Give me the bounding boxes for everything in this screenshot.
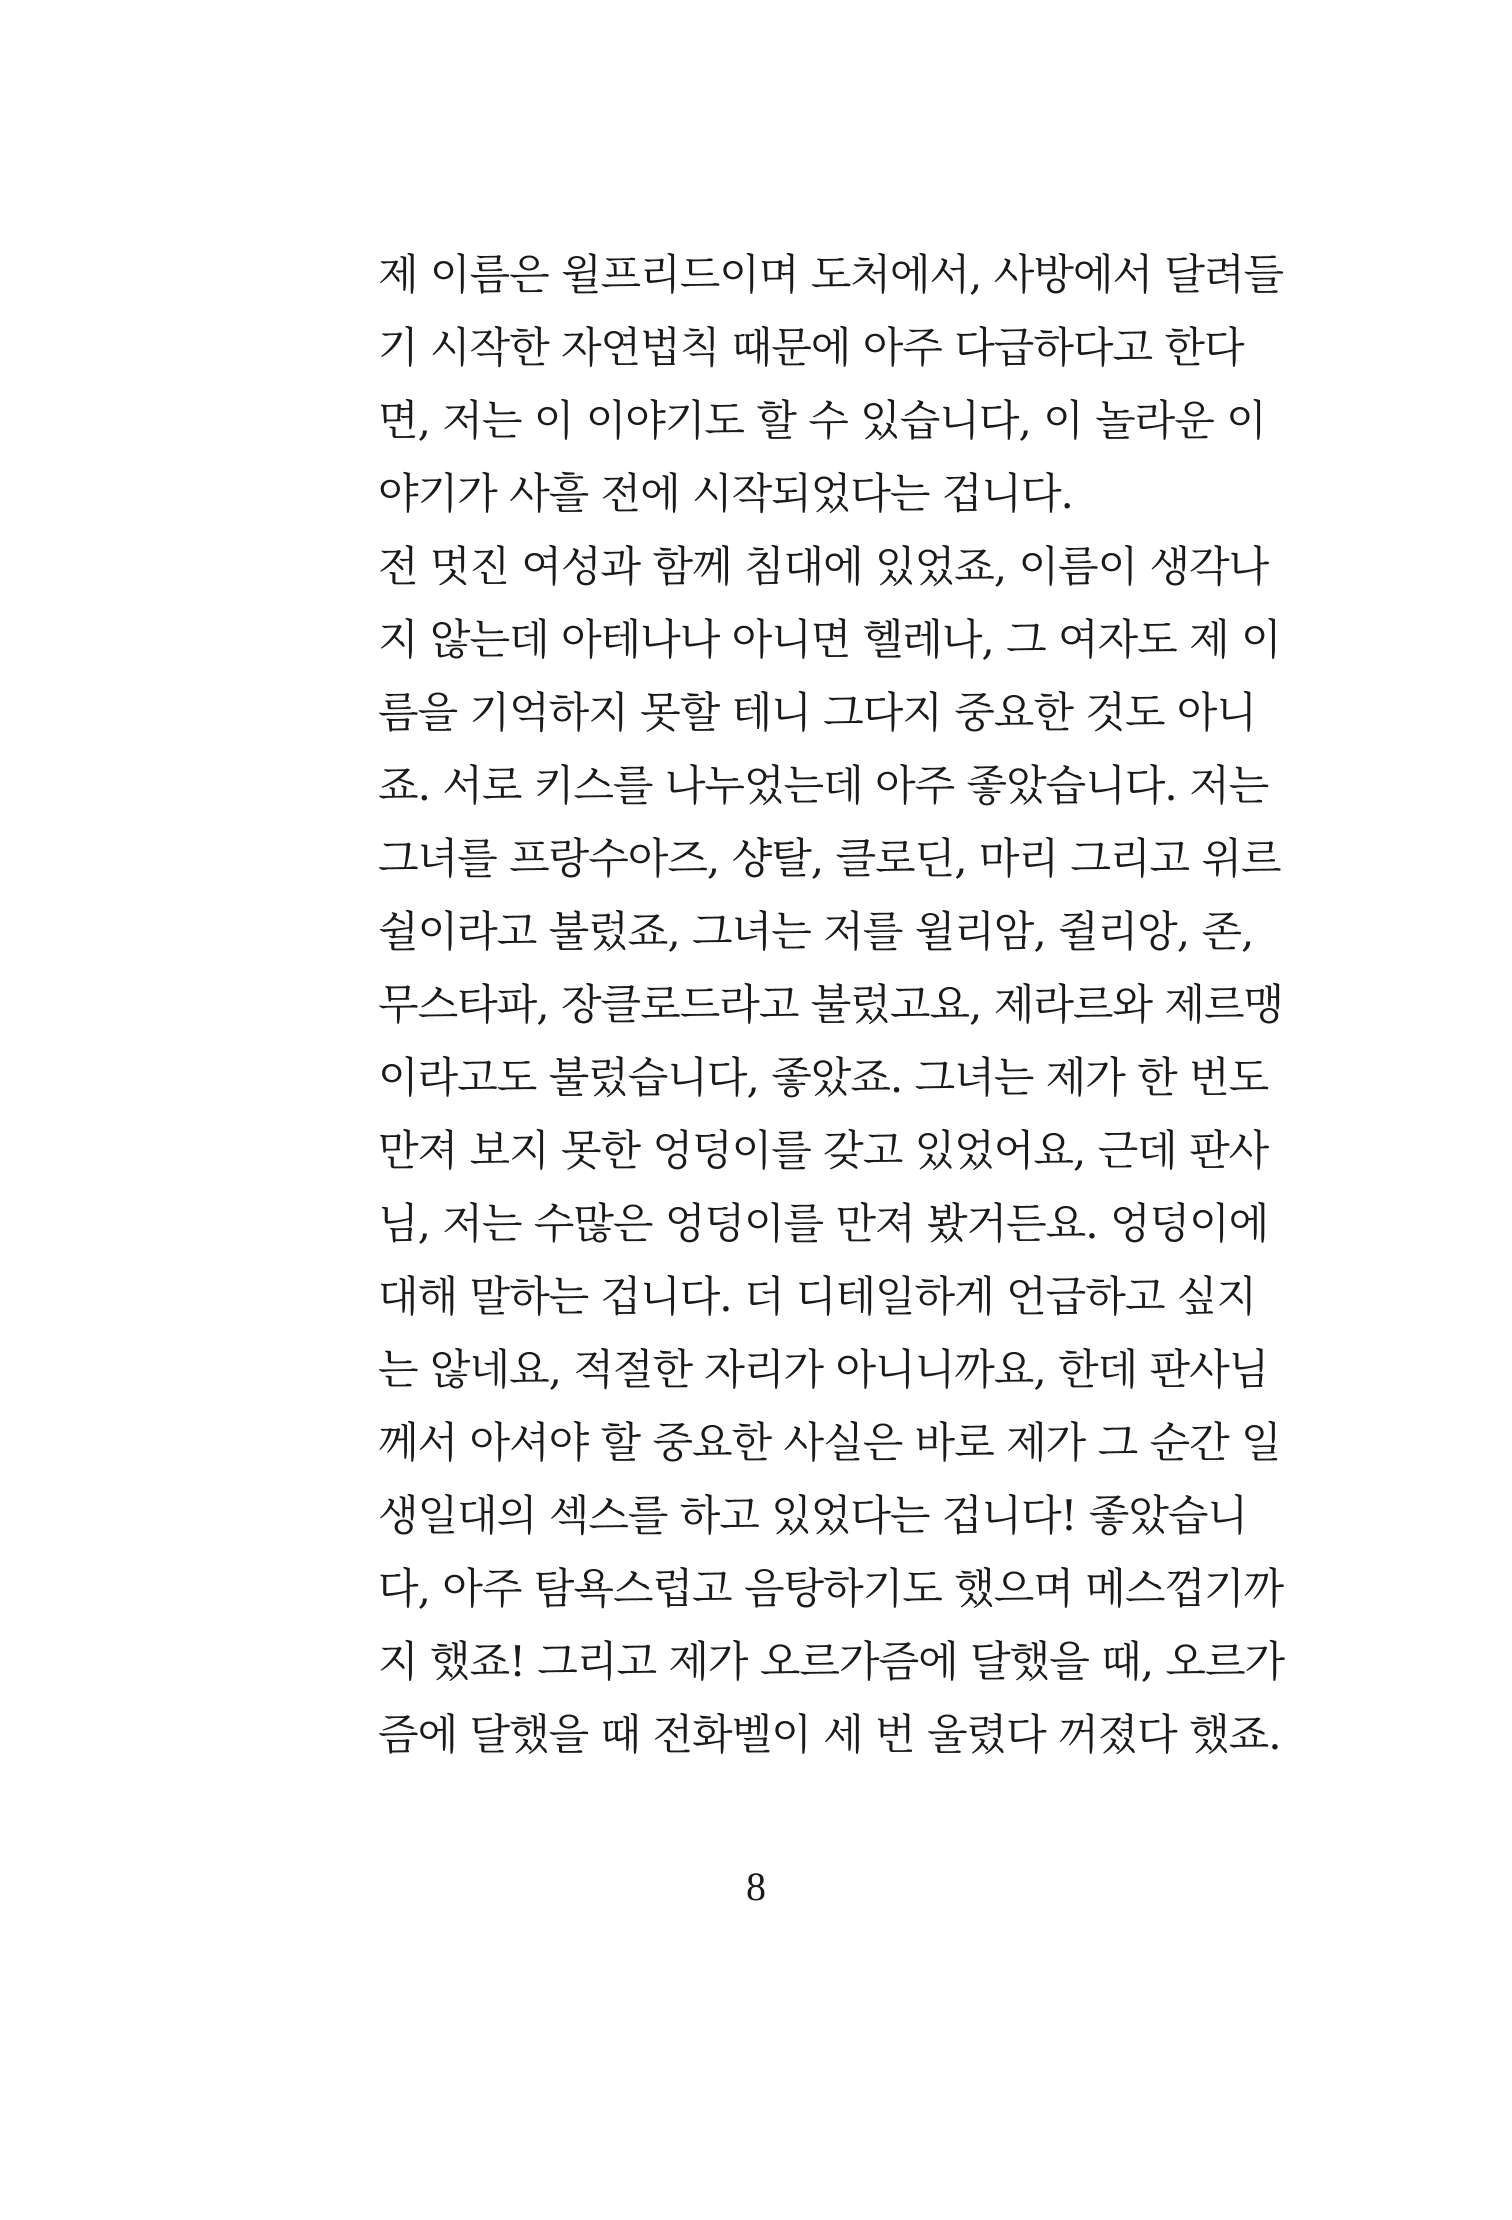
text-line: 즘에 달했을 때 전화벨이 세 번 울렸다 꺼졌다 했죠. bbox=[378, 1710, 1281, 1759]
text-line: 이라고도 불렀습니다, 좋았죠. 그녀는 제가 한 번도 bbox=[378, 1053, 1269, 1102]
text-line: 면, 저는 이 이야기도 할 수 있습니다, 이 놀라운 이 bbox=[378, 396, 1266, 445]
text-line: 지 했죠! 그리고 제가 오르가즘에 달했을 때, 오르가 bbox=[378, 1637, 1285, 1686]
text-line: 야기가 사흘 전에 시작되었다는 겁니다. bbox=[378, 469, 1073, 518]
text-line: 님, 저는 수많은 엉덩이를 만져 봤거든요. 엉덩이에 bbox=[378, 1199, 1269, 1248]
text-line: 는 않네요, 적절한 자리가 아니니까요, 한데 판사님 bbox=[378, 1345, 1269, 1394]
text-line: 름을 기억하지 못할 테니 그다지 중요한 것도 아니 bbox=[378, 688, 1256, 737]
text-line: 다, 아주 탐욕스럽고 음탕하기도 했으며 메스껍기까 bbox=[378, 1564, 1284, 1613]
text-line: 생일대의 섹스를 하고 있었다는 겁니다! 좋았습니 bbox=[378, 1491, 1248, 1540]
text-line: 제 이름은 윌프리드이며 도처에서, 사방에서 달려들 bbox=[378, 250, 1284, 299]
page-number: 8 bbox=[746, 1864, 766, 1909]
body-text bbox=[378, 238, 1285, 1771]
text-line: 기 시작한 자연법칙 때문에 아주 다급하다고 한다 bbox=[378, 323, 1244, 372]
text-line: 지 않는데 아테나나 아니면 헬레나, 그 여자도 제 이 bbox=[378, 615, 1281, 664]
text-line: 전 멋진 여성과 함께 침대에 있었죠, 이름이 생각나 bbox=[378, 542, 1269, 591]
text-line: 만져 보지 못한 엉덩이를 갖고 있었어요, 근데 판사 bbox=[378, 1126, 1269, 1175]
text-line: 께서 아셔야 할 중요한 사실은 바로 제가 그 순간 일 bbox=[378, 1418, 1281, 1467]
text-line: 그녀를 프랑수아즈, 샹탈, 클로딘, 마리 그리고 위르 bbox=[378, 834, 1281, 883]
text-line: 무스타파, 장클로드라고 불렀고요, 제라르와 제르맹 bbox=[378, 980, 1284, 1029]
text-line: 죠. 서로 키스를 나누었는데 아주 좋았습니다. 저는 bbox=[378, 761, 1269, 810]
text-line: 쉴이라고 불렀죠, 그녀는 저를 윌리암, 쥘리앙, 존, bbox=[378, 907, 1254, 956]
text-line: 대해 말하는 겁니다. 더 디테일하게 언급하고 싶지 bbox=[378, 1272, 1256, 1321]
